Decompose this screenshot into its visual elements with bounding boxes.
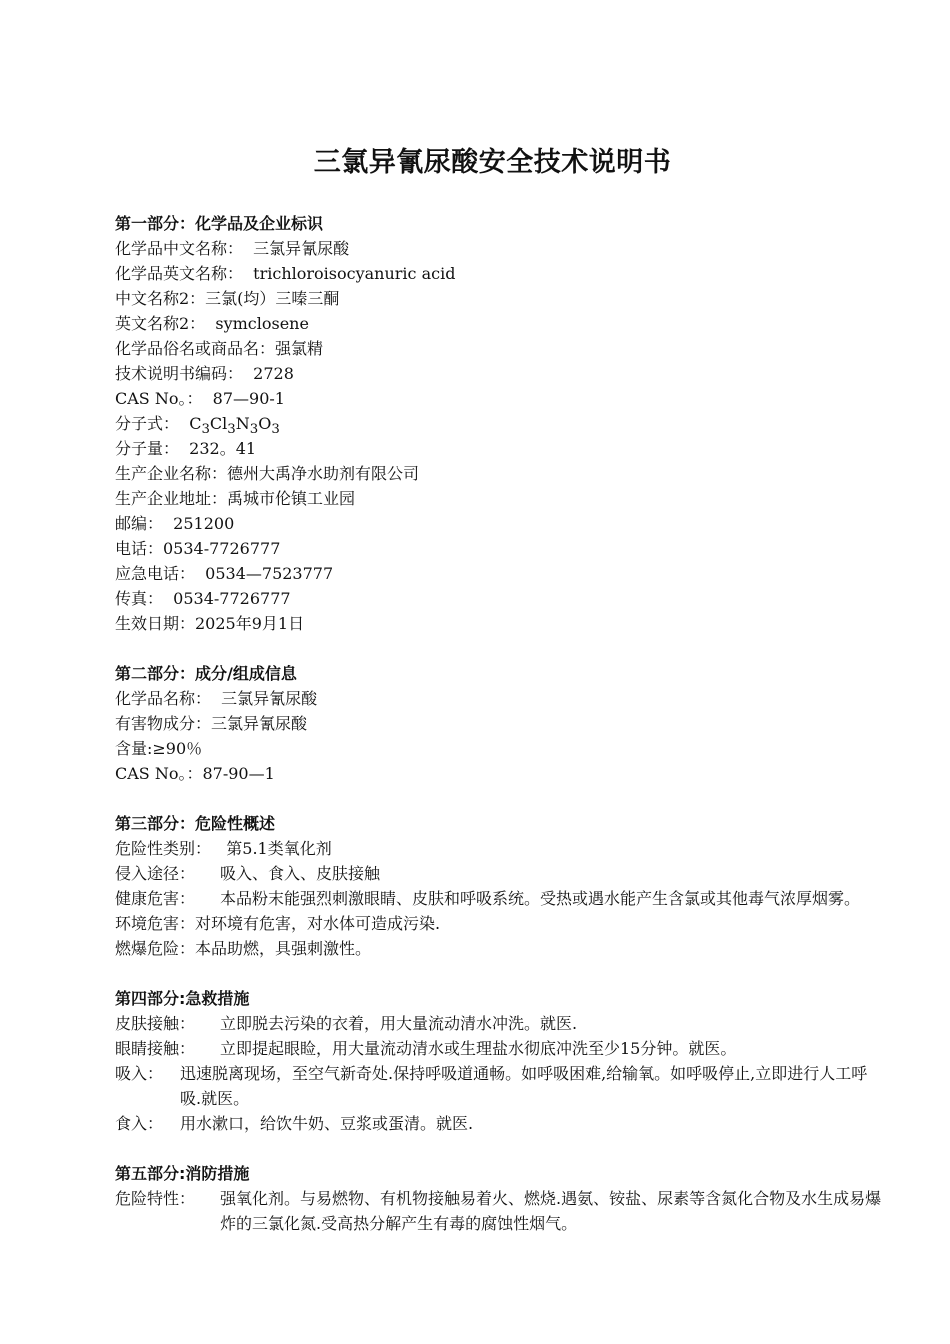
company-name: 生产企业名称：德州大禹净水助剂有限公司 (115, 464, 420, 483)
document-title: 三氯异氰尿酸安全技术说明书 (313, 147, 672, 178)
eye-contact-row (115, 1036, 885, 1061)
inhalation-value: 迅速脱离现场，至空气新奇处.保持呼吸道通畅。如呼吸困难,给输氧。如呼吸停止,立即进行人工呼吸.就医。 (180, 1064, 868, 1108)
fax: 传真： 0534-7726777 (115, 589, 291, 608)
company-address: 生产企业地址：禹城市伦镇工业园 (115, 489, 356, 508)
hazard-category-value: 第5.1类氧化剂 (211, 839, 332, 858)
environment-hazard: 环境危害：对环境有危害，对水体可造成污染. (115, 914, 441, 933)
eye-contact-label: 眼睛接触： (115, 1039, 196, 1058)
ingestion-value: 用水漱口，给饮牛奶、豆浆或蛋清。就医. (180, 1114, 474, 1133)
formula-n: N (235, 414, 250, 433)
skin-contact-row (115, 1011, 885, 1036)
trade-name: 化学品俗名或商品名：强氯精 (115, 339, 324, 358)
part1-heading: 第一部分：化学品及企业标识 (115, 214, 324, 233)
hazard-category-label: 危险性类别： (115, 839, 212, 858)
fire-hazard-row (115, 1186, 885, 1236)
en-name-2: 英文名称2： symclosene (115, 314, 309, 333)
part4-heading: 第四部分:急救措施 (115, 989, 250, 1008)
formula-label: 分子式： (115, 414, 190, 433)
formula-n-count: 3 (249, 422, 259, 438)
inhalation-row (115, 1061, 885, 1111)
chemical-cn-name: 化学品中文名称： 三氯异氰尿酸 (115, 239, 350, 258)
effective-date: 生效日期：2025年9月1日 (115, 614, 305, 633)
document-body (115, 211, 885, 1236)
formula-c: C (189, 414, 202, 433)
fire-explosion-hazard: 燃爆危险：本品助燃，具强刺激性。 (115, 939, 372, 958)
fire-hazard-label: 危险特性： (115, 1189, 196, 1208)
chemical-en-name: 化学品英文名称： trichloroisocyanuric acid (115, 264, 456, 283)
health-hazard-row (115, 886, 885, 911)
phone: 电话：0534-7726777 (115, 539, 281, 558)
formula-o: O (258, 414, 272, 433)
formula-cl-count: 3 (227, 422, 236, 438)
part3-heading: 第三部分：危险性概述 (115, 814, 276, 833)
component-chemical-name: 化学品名称： 三氯异氰尿酸 (115, 689, 318, 708)
ingestion-row (115, 1111, 885, 1136)
fire-hazard-value: 强氧化剂。与易燃物、有机物接触易着火、燃烧.遇氨、铵盐、尿素等含氮化合物及水生成易爆炸的三氯化氮.受高热分解产生有毒的腐蚀性烟气。 (220, 1189, 882, 1233)
hazard-category-row (115, 836, 885, 861)
formula-cl: Cl (209, 414, 228, 433)
component-cas-number: CAS No。：87-90—1 (115, 764, 275, 783)
postal-code: 邮编： 251200 (115, 514, 235, 533)
health-hazard-label: 健康危害： (115, 889, 196, 908)
inhalation-label: 吸入： (115, 1064, 164, 1083)
content-percent: 含量:≥90％ (115, 739, 203, 758)
entry-route-label: 侵入途径： (115, 864, 196, 883)
cas-number: CAS No。： 87—90-1 (115, 389, 285, 408)
entry-route-value: 吸入、食入、皮肤接触 (220, 864, 381, 883)
skin-contact-label: 皮肤接触： (115, 1014, 196, 1033)
part2-heading: 第二部分：成分/组成信息 (115, 664, 297, 683)
spec-code: 技术说明书编码： 2728 (115, 364, 294, 383)
hazardous-component: 有害物成分：三氯异氰尿酸 (115, 714, 308, 733)
entry-route-row (115, 861, 885, 886)
cn-name-2: 中文名称2：三氯(均）三嗪三酮 (115, 289, 340, 308)
formula-c-count: 3 (201, 422, 210, 438)
molecular-weight: 分子量： 232。41 (115, 439, 257, 458)
part5-heading: 第五部分:消防措施 (115, 1164, 250, 1183)
eye-contact-value: 立即提起眼睑，用大量流动清水或生理盐水彻底冲洗至少15分钟。就医。 (220, 1039, 737, 1058)
ingestion-label: 食入： (115, 1114, 164, 1133)
formula-o-count: 3 (271, 422, 280, 438)
emergency-phone: 应急电话： 0534—7523777 (115, 564, 334, 583)
molecular-formula (115, 411, 885, 436)
skin-contact-value: 立即脱去污染的衣着，用大量流动清水冲洗。就医. (220, 1014, 578, 1033)
health-hazard-value: 本品粉末能强烈刺激眼睛、皮肤和呼吸系统。受热或遇水能产生含氯或其他毒气浓厚烟雾。 (220, 889, 861, 908)
